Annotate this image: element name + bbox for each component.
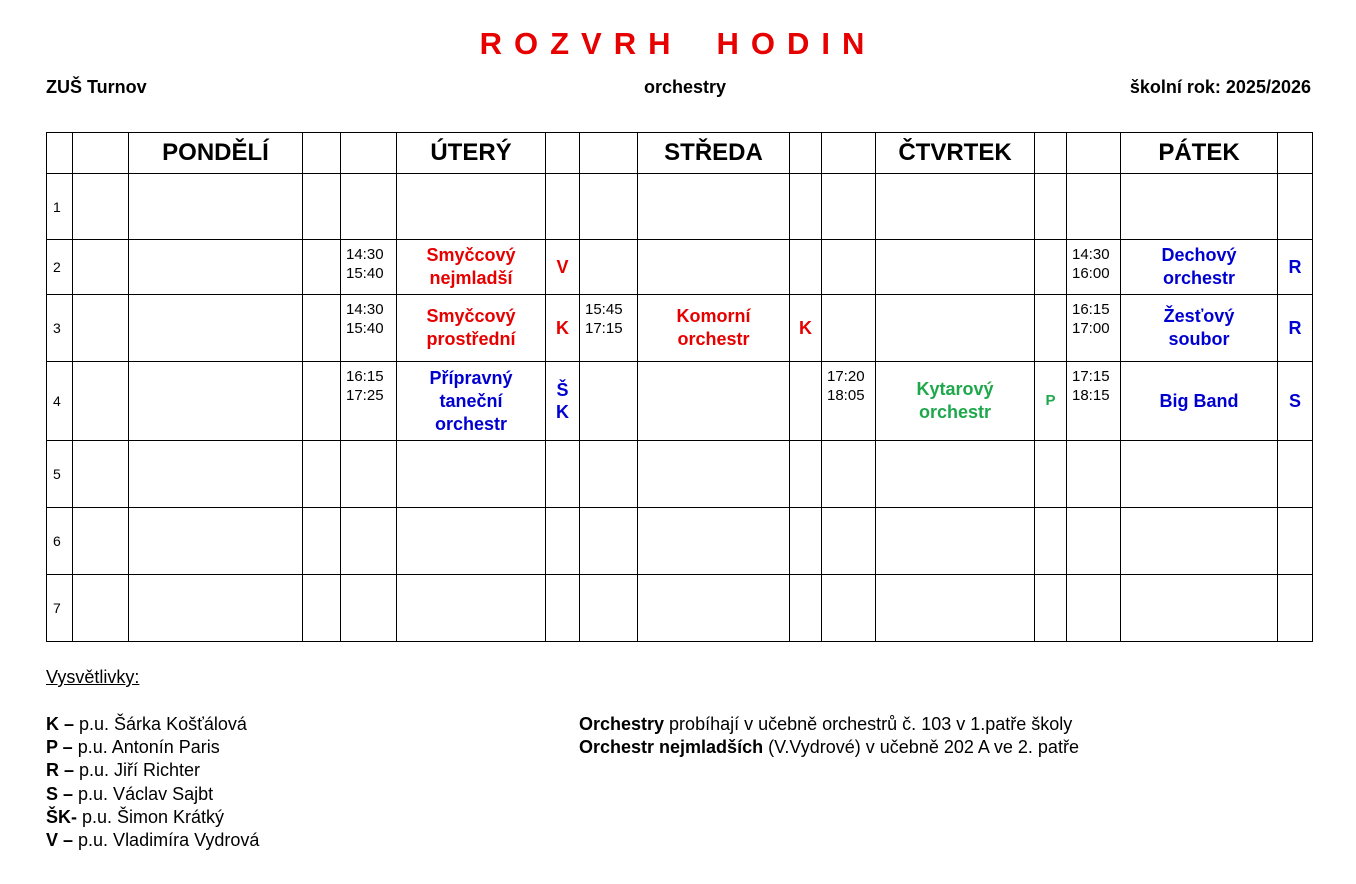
end-time: 15:40 xyxy=(346,265,384,282)
legend-teacher: p.u. Vladimíra Vydrová xyxy=(73,830,260,851)
start-time: 15:45 xyxy=(585,301,623,318)
end-time: 16:00 xyxy=(1072,265,1110,282)
time-cell xyxy=(1067,508,1121,575)
time-cell xyxy=(822,295,876,362)
school-year: školní rok: 2025/2026 xyxy=(1129,77,1311,97)
activity-cell xyxy=(876,295,1035,362)
teacher-code-cell xyxy=(790,441,822,508)
day-code-header xyxy=(790,133,822,174)
time-cell xyxy=(1067,240,1121,295)
teacher-code: R xyxy=(1288,257,1302,277)
end-time: 18:05 xyxy=(827,387,865,404)
time-cell xyxy=(341,174,397,240)
teacher-code-cell xyxy=(1035,295,1067,362)
room-note-subject: Orchestr nejmladších xyxy=(579,737,764,758)
activity-cell xyxy=(1121,508,1278,575)
end-time: 17:00 xyxy=(1072,320,1110,337)
room-note-text: probíhají v učebně orchestrů č. 103 v 1.patře školy xyxy=(664,714,1073,734)
lesson-row xyxy=(47,174,1313,240)
page-title xyxy=(0,26,1356,62)
time-cell xyxy=(73,295,129,362)
lesson-number: 6 xyxy=(47,508,73,575)
activity-cell xyxy=(638,174,790,240)
time-cell xyxy=(1067,441,1121,508)
activity-name-line: orchestr xyxy=(677,329,750,349)
timetable xyxy=(46,132,1313,642)
time-cell xyxy=(822,174,876,240)
time-cell xyxy=(341,295,397,362)
legend-teacher: p.u. Václav Sajbt xyxy=(73,783,214,804)
teacher-code-cell xyxy=(303,174,341,240)
teacher-code-cell xyxy=(1035,575,1067,642)
time-cell xyxy=(73,508,129,575)
activity-cell xyxy=(876,240,1035,295)
start-time: 16:15 xyxy=(346,368,384,385)
teacher-code-cell xyxy=(303,362,341,441)
teacher-code-cell xyxy=(1035,362,1067,441)
activity-cell xyxy=(1121,295,1278,362)
time-cell xyxy=(1067,362,1121,441)
teacher-code-cell xyxy=(790,174,822,240)
teacher-code-cell xyxy=(1278,295,1313,362)
legend-teacher: p.u. Šimon Krátký xyxy=(77,806,225,827)
room-note-text: (V.Vydrové) v učebně 202 A ve 2. patře xyxy=(763,737,1079,758)
activity-cell xyxy=(129,441,303,508)
legend-item xyxy=(46,806,259,829)
activity-name-line: nejmladší xyxy=(429,268,513,288)
activity-name-line: orchestr xyxy=(434,413,508,434)
teacher-code: K xyxy=(556,402,569,422)
lesson-row xyxy=(47,240,1313,295)
teacher-code-cell xyxy=(790,575,822,642)
teacher-code-cell xyxy=(1278,362,1313,441)
activity-cell xyxy=(129,240,303,295)
legend-item xyxy=(46,783,259,806)
time-cell xyxy=(341,441,397,508)
activity-cell xyxy=(876,362,1035,441)
lesson-row xyxy=(47,362,1313,441)
time-cell xyxy=(580,295,638,362)
school-name: ZUŠ Turnov xyxy=(46,77,147,97)
title-word: HODIN xyxy=(716,26,877,61)
header-row xyxy=(47,133,1313,174)
time-cell xyxy=(580,575,638,642)
activity-cell xyxy=(638,240,790,295)
activity-cell xyxy=(1121,240,1278,295)
lesson-number: 5 xyxy=(47,441,73,508)
day-header-patek: PÁTEK xyxy=(1121,133,1278,174)
activity-cell xyxy=(397,295,546,362)
teacher-code-cell xyxy=(303,441,341,508)
teacher-code-cell xyxy=(546,575,580,642)
legend-teacher: p.u. Jiří Richter xyxy=(74,760,201,781)
activity-cell xyxy=(638,441,790,508)
title-word: ROZVRH xyxy=(479,26,683,61)
teacher-code: S xyxy=(1288,391,1301,411)
teacher-code-cell xyxy=(1035,441,1067,508)
legend-teacher: p.u. Šárka Košťálová xyxy=(74,714,247,734)
activity-cell xyxy=(638,362,790,441)
legend-item xyxy=(46,713,259,736)
teacher-code-cell xyxy=(546,508,580,575)
teacher-code: R xyxy=(1288,318,1302,338)
end-time: 18:15 xyxy=(1072,387,1110,404)
start-time: 14:30 xyxy=(346,246,384,263)
activity-cell xyxy=(397,362,546,441)
activity-cell xyxy=(397,240,546,295)
legend-teacher: p.u. Antonín Paris xyxy=(72,737,220,758)
activity-cell xyxy=(1121,174,1278,240)
day-code-header xyxy=(303,133,341,174)
teacher-code-cell xyxy=(546,362,580,441)
day-time-header xyxy=(580,133,638,174)
day-code-header xyxy=(546,133,580,174)
teacher-code-cell xyxy=(546,174,580,240)
activity-cell xyxy=(638,295,790,362)
teacher-code: K xyxy=(799,318,812,338)
time-cell xyxy=(73,240,129,295)
day-header-pondeli: PONDĚLÍ xyxy=(129,133,303,174)
activity-cell xyxy=(1121,575,1278,642)
activity-name-line: Komorní xyxy=(676,306,751,326)
time-cell xyxy=(1067,174,1121,240)
teacher-code-cell xyxy=(546,295,580,362)
room-note-subject: Orchestry xyxy=(579,714,665,734)
time-cell xyxy=(1067,575,1121,642)
lesson-number: 2 xyxy=(47,240,73,295)
activity-cell xyxy=(876,174,1035,240)
activity-cell xyxy=(876,575,1035,642)
time-cell xyxy=(580,508,638,575)
activity-cell xyxy=(1121,362,1278,441)
activity-cell xyxy=(129,362,303,441)
schedule-subject: orchestry xyxy=(643,77,727,97)
activity-cell xyxy=(638,575,790,642)
time-cell xyxy=(341,508,397,575)
room-notes xyxy=(579,713,1079,759)
activity-cell xyxy=(397,575,546,642)
legend-item xyxy=(46,736,259,759)
teacher-code-cell xyxy=(1035,174,1067,240)
teacher-code-cell xyxy=(1035,240,1067,295)
teacher-code: V xyxy=(556,257,569,277)
corner-cell xyxy=(47,133,73,174)
activity-name-line: Big Band xyxy=(1159,390,1239,411)
day-time-header xyxy=(341,133,397,174)
teacher-code-cell xyxy=(1278,441,1313,508)
time-cell xyxy=(73,441,129,508)
time-cell xyxy=(341,362,397,441)
lesson-number: 1 xyxy=(47,174,73,240)
room-note xyxy=(579,713,1079,736)
time-cell xyxy=(580,441,638,508)
activity-name-line: orchestr xyxy=(918,402,992,422)
activity-name-line: taneční xyxy=(439,390,503,411)
activity-name-line: Dechový xyxy=(1161,245,1237,265)
lesson-number: 4 xyxy=(47,362,73,441)
end-time: 17:15 xyxy=(585,320,623,337)
teacher-code-cell xyxy=(790,240,822,295)
teacher-code-cell xyxy=(1035,508,1067,575)
teacher-code-cell xyxy=(303,575,341,642)
start-time: 16:15 xyxy=(1072,301,1110,318)
teacher-code-cell xyxy=(790,362,822,441)
teacher-code-cell xyxy=(1278,575,1313,642)
time-cell xyxy=(341,575,397,642)
activity-cell xyxy=(397,441,546,508)
time-cell xyxy=(580,362,638,441)
teacher-code-cell xyxy=(1278,240,1313,295)
teacher-code-cell xyxy=(303,508,341,575)
teacher-code-cell xyxy=(790,295,822,362)
time-cell xyxy=(73,174,129,240)
day-code-header xyxy=(1278,133,1313,174)
legend-item xyxy=(46,829,259,852)
teacher-code: Š xyxy=(556,380,569,400)
teacher-code-cell xyxy=(790,508,822,575)
legend-key: K – xyxy=(46,714,75,734)
time-cell xyxy=(822,508,876,575)
activity-cell xyxy=(638,508,790,575)
time-cell xyxy=(822,362,876,441)
teacher-code-cell xyxy=(546,240,580,295)
activity-name-line: prostřední xyxy=(426,329,516,349)
activity-name-line: orchestr xyxy=(1162,268,1236,288)
activity-name-line: soubor xyxy=(1168,329,1230,349)
lesson-number: 3 xyxy=(47,295,73,362)
activity-cell xyxy=(397,174,546,240)
time-cell xyxy=(822,441,876,508)
teacher-code: K xyxy=(556,318,569,338)
room-note xyxy=(579,736,1079,759)
lesson-row xyxy=(47,575,1313,642)
teacher-code-cell xyxy=(1278,174,1313,240)
activity-name-line: Smyčcový xyxy=(426,245,516,265)
time-cell xyxy=(580,174,638,240)
lesson-number: 7 xyxy=(47,575,73,642)
teacher-code-cell xyxy=(546,441,580,508)
day-header-ctvrtek: ČTVRTEK xyxy=(876,133,1035,174)
activity-name-line: Smyčcový xyxy=(426,306,516,326)
teacher-code-cell xyxy=(1278,508,1313,575)
lesson-row xyxy=(47,441,1313,508)
end-time: 17:25 xyxy=(346,387,384,404)
activity-cell xyxy=(129,575,303,642)
activity-cell xyxy=(129,295,303,362)
day-time-header xyxy=(73,133,129,174)
day-header-streda: STŘEDA xyxy=(638,133,790,174)
activity-name-line: Žesťový xyxy=(1163,306,1235,326)
end-time: 15:40 xyxy=(346,320,384,337)
start-time: 14:30 xyxy=(1072,246,1110,263)
time-cell xyxy=(341,240,397,295)
day-header-utery: ÚTERÝ xyxy=(397,133,546,174)
legend-list xyxy=(46,713,259,852)
activity-cell xyxy=(129,508,303,575)
start-time: 17:20 xyxy=(827,368,865,385)
activity-cell xyxy=(876,508,1035,575)
legend-key: V – xyxy=(46,830,74,851)
activity-name-line: Přípravný xyxy=(429,367,513,388)
time-cell xyxy=(822,240,876,295)
activity-cell xyxy=(397,508,546,575)
time-cell xyxy=(822,575,876,642)
activity-name-line: Kytarový xyxy=(916,379,994,399)
activity-cell xyxy=(1121,441,1278,508)
lesson-row xyxy=(47,295,1313,362)
legend-title: Vysvětlivky: xyxy=(46,667,140,687)
day-time-header xyxy=(1067,133,1121,174)
teacher-code-cell xyxy=(303,240,341,295)
legend-key: S – xyxy=(46,783,74,804)
time-cell xyxy=(73,575,129,642)
lesson-row xyxy=(47,508,1313,575)
time-cell xyxy=(73,362,129,441)
start-time: 17:15 xyxy=(1072,368,1110,385)
teacher-code: P xyxy=(1045,392,1056,409)
teacher-code-cell xyxy=(303,295,341,362)
legend-key: R – xyxy=(46,760,75,781)
legend-key: P – xyxy=(46,737,73,758)
legend-key: ŠK- xyxy=(46,806,77,827)
start-time: 14:30 xyxy=(346,301,384,318)
legend-item xyxy=(46,759,259,782)
activity-cell xyxy=(876,441,1035,508)
time-cell xyxy=(1067,295,1121,362)
day-time-header xyxy=(822,133,876,174)
activity-cell xyxy=(129,174,303,240)
time-cell xyxy=(580,240,638,295)
day-code-header xyxy=(1035,133,1067,174)
